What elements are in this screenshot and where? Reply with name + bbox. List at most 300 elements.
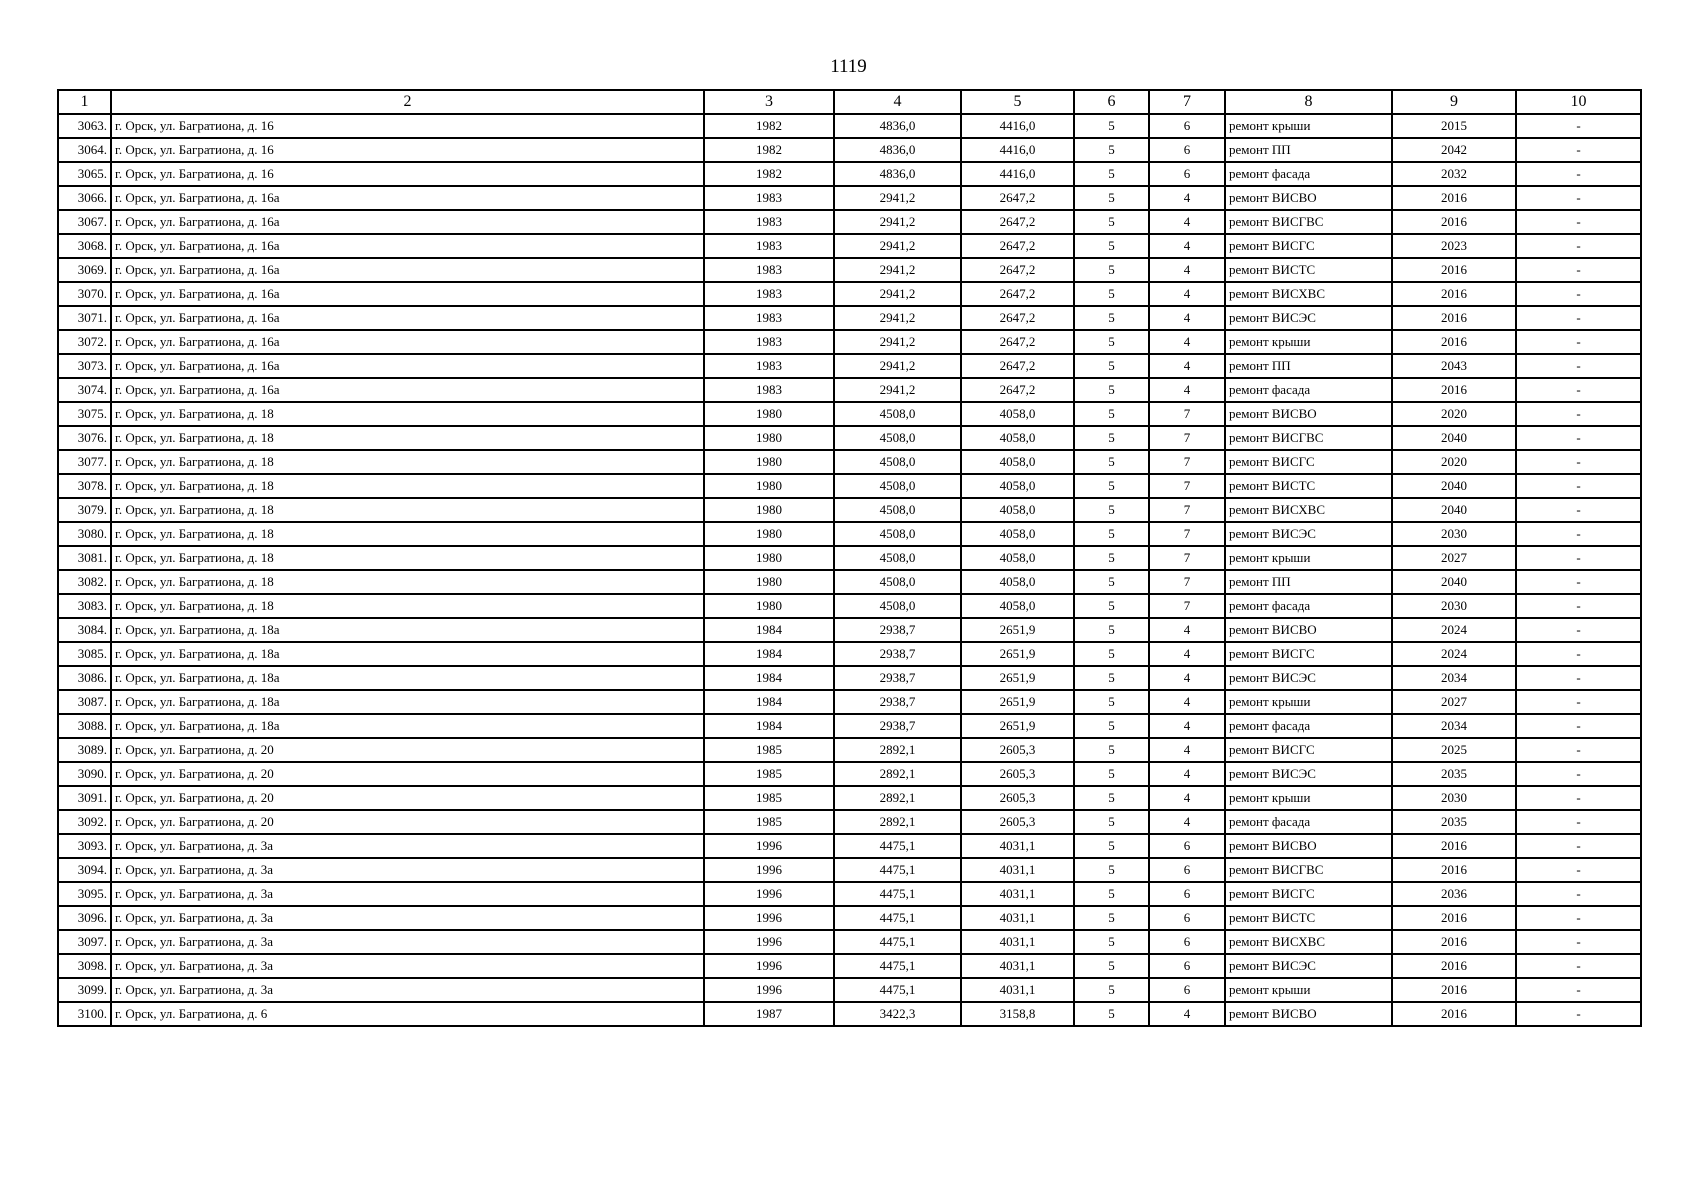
entrances-cell: 4	[1149, 330, 1225, 354]
note-cell: -	[1516, 474, 1641, 498]
year-built-cell: 1980	[704, 594, 834, 618]
address-cell: г. Орск, ул. Багратиона, д. 16а	[111, 354, 704, 378]
floors-cell: 5	[1074, 906, 1149, 930]
address-cell: г. Орск, ул. Багратиона, д. 16а	[111, 186, 704, 210]
row-number-cell: 3093.	[58, 834, 111, 858]
planned-year-cell: 2020	[1392, 450, 1516, 474]
floors-cell: 5	[1074, 138, 1149, 162]
entrances-cell: 4	[1149, 642, 1225, 666]
floors-cell: 5	[1074, 354, 1149, 378]
planned-year-cell: 2016	[1392, 906, 1516, 930]
note-cell: -	[1516, 618, 1641, 642]
floors-cell: 5	[1074, 666, 1149, 690]
table-row	[58, 1002, 1641, 1026]
floors-cell: 5	[1074, 930, 1149, 954]
entrances-cell: 7	[1149, 474, 1225, 498]
address-cell: г. Орск, ул. Багратиона, д. 16а	[111, 282, 704, 306]
living-area-cell: 3158,8	[961, 1002, 1074, 1026]
work-type-cell: ремонт крыши	[1225, 330, 1392, 354]
table-row	[58, 690, 1641, 714]
table-body	[58, 114, 1641, 1026]
note-cell: -	[1516, 930, 1641, 954]
table-row	[58, 402, 1641, 426]
planned-year-cell: 2034	[1392, 714, 1516, 738]
entrances-cell: 6	[1149, 162, 1225, 186]
planned-year-cell: 2040	[1392, 498, 1516, 522]
table-row	[58, 138, 1641, 162]
work-type-cell: ремонт ВИСГС	[1225, 450, 1392, 474]
address-cell: г. Орск, ул. Багратиона, д. 16а	[111, 258, 704, 282]
total-area-cell: 4508,0	[834, 450, 961, 474]
address-cell: г. Орск, ул. Багратиона, д. 18	[111, 402, 704, 426]
work-type-cell: ремонт ВИСГВС	[1225, 858, 1392, 882]
entrances-cell: 4	[1149, 738, 1225, 762]
total-area-cell: 4508,0	[834, 498, 961, 522]
year-built-cell: 1980	[704, 546, 834, 570]
table-row	[58, 522, 1641, 546]
address-cell: г. Орск, ул. Багратиона, д. 18	[111, 570, 704, 594]
total-area-cell: 2941,2	[834, 234, 961, 258]
planned-year-cell: 2042	[1392, 138, 1516, 162]
address-cell: г. Орск, ул. Багратиона, д. 20	[111, 762, 704, 786]
row-number-cell: 3072.	[58, 330, 111, 354]
note-cell: -	[1516, 762, 1641, 786]
note-cell: -	[1516, 522, 1641, 546]
table-row	[58, 498, 1641, 522]
note-cell: -	[1516, 786, 1641, 810]
address-cell: г. Орск, ул. Багратиона, д. 3а	[111, 954, 704, 978]
address-cell: г. Орск, ул. Багратиона, д. 18	[111, 522, 704, 546]
table-row	[58, 810, 1641, 834]
living-area-cell: 2647,2	[961, 354, 1074, 378]
note-cell: -	[1516, 258, 1641, 282]
year-built-cell: 1983	[704, 306, 834, 330]
address-cell: г. Орск, ул. Багратиона, д. 20	[111, 810, 704, 834]
address-cell: г. Орск, ул. Багратиона, д. 18а	[111, 690, 704, 714]
address-cell: г. Орск, ул. Багратиона, д. 16	[111, 114, 704, 138]
note-cell: -	[1516, 954, 1641, 978]
table-row	[58, 210, 1641, 234]
living-area-cell: 2647,2	[961, 258, 1074, 282]
entrances-cell: 6	[1149, 906, 1225, 930]
work-type-cell: ремонт ВИСГС	[1225, 234, 1392, 258]
work-type-cell: ремонт фасада	[1225, 378, 1392, 402]
table-row	[58, 906, 1641, 930]
work-type-cell: ремонт ВИСЭС	[1225, 522, 1392, 546]
row-number-cell: 3066.	[58, 186, 111, 210]
address-cell: г. Орск, ул. Багратиона, д. 18а	[111, 642, 704, 666]
floors-cell: 5	[1074, 282, 1149, 306]
entrances-cell: 4	[1149, 354, 1225, 378]
planned-year-cell: 2025	[1392, 738, 1516, 762]
living-area-cell: 4058,0	[961, 498, 1074, 522]
note-cell: -	[1516, 378, 1641, 402]
living-area-cell: 2647,2	[961, 234, 1074, 258]
entrances-cell: 4	[1149, 234, 1225, 258]
address-cell: г. Орск, ул. Багратиона, д. 16а	[111, 306, 704, 330]
planned-year-cell: 2016	[1392, 930, 1516, 954]
address-cell: г. Орск, ул. Багратиона, д. 18	[111, 450, 704, 474]
work-type-cell: ремонт крыши	[1225, 786, 1392, 810]
year-built-cell: 1996	[704, 882, 834, 906]
total-area-cell: 2938,7	[834, 690, 961, 714]
entrances-cell: 6	[1149, 858, 1225, 882]
total-area-cell: 4475,1	[834, 834, 961, 858]
address-cell: г. Орск, ул. Багратиона, д. 16а	[111, 378, 704, 402]
planned-year-cell: 2016	[1392, 834, 1516, 858]
column-header: 4	[834, 90, 961, 114]
note-cell: -	[1516, 642, 1641, 666]
year-built-cell: 1984	[704, 666, 834, 690]
floors-cell: 5	[1074, 426, 1149, 450]
living-area-cell: 2651,9	[961, 714, 1074, 738]
living-area-cell: 2651,9	[961, 642, 1074, 666]
work-type-cell: ремонт ВИСВО	[1225, 186, 1392, 210]
table-row	[58, 354, 1641, 378]
column-header: 2	[111, 90, 704, 114]
planned-year-cell: 2043	[1392, 354, 1516, 378]
floors-cell: 5	[1074, 642, 1149, 666]
total-area-cell: 2941,2	[834, 354, 961, 378]
living-area-cell: 4031,1	[961, 930, 1074, 954]
table-row	[58, 546, 1641, 570]
planned-year-cell: 2020	[1392, 402, 1516, 426]
table-row	[58, 474, 1641, 498]
work-type-cell: ремонт фасада	[1225, 810, 1392, 834]
table-row	[58, 882, 1641, 906]
note-cell: -	[1516, 978, 1641, 1002]
entrances-cell: 6	[1149, 114, 1225, 138]
floors-cell: 5	[1074, 858, 1149, 882]
living-area-cell: 4058,0	[961, 402, 1074, 426]
note-cell: -	[1516, 594, 1641, 618]
total-area-cell: 2892,1	[834, 786, 961, 810]
year-built-cell: 1982	[704, 138, 834, 162]
total-area-cell: 4508,0	[834, 570, 961, 594]
total-area-cell: 2941,2	[834, 378, 961, 402]
year-built-cell: 1996	[704, 834, 834, 858]
table-row	[58, 162, 1641, 186]
row-number-cell: 3064.	[58, 138, 111, 162]
year-built-cell: 1985	[704, 762, 834, 786]
work-type-cell: ремонт фасада	[1225, 594, 1392, 618]
table-row	[58, 786, 1641, 810]
entrances-cell: 4	[1149, 210, 1225, 234]
year-built-cell: 1980	[704, 474, 834, 498]
living-area-cell: 2651,9	[961, 618, 1074, 642]
floors-cell: 5	[1074, 450, 1149, 474]
work-type-cell: ремонт ВИСТС	[1225, 474, 1392, 498]
living-area-cell: 2647,2	[961, 330, 1074, 354]
living-area-cell: 4058,0	[961, 450, 1074, 474]
floors-cell: 5	[1074, 810, 1149, 834]
planned-year-cell: 2016	[1392, 378, 1516, 402]
table-row	[58, 594, 1641, 618]
row-number-cell: 3100.	[58, 1002, 111, 1026]
planned-year-cell: 2030	[1392, 786, 1516, 810]
note-cell: -	[1516, 426, 1641, 450]
floors-cell: 5	[1074, 882, 1149, 906]
row-number-cell: 3076.	[58, 426, 111, 450]
row-number-cell: 3075.	[58, 402, 111, 426]
note-cell: -	[1516, 1002, 1641, 1026]
row-number-cell: 3073.	[58, 354, 111, 378]
total-area-cell: 4475,1	[834, 978, 961, 1002]
table-row	[58, 978, 1641, 1002]
work-type-cell: ремонт ВИСЭС	[1225, 666, 1392, 690]
column-header: 9	[1392, 90, 1516, 114]
entrances-cell: 4	[1149, 690, 1225, 714]
entrances-cell: 7	[1149, 498, 1225, 522]
living-area-cell: 4058,0	[961, 474, 1074, 498]
year-built-cell: 1983	[704, 258, 834, 282]
table-row	[58, 954, 1641, 978]
address-cell: г. Орск, ул. Багратиона, д. 18	[111, 546, 704, 570]
entrances-cell: 4	[1149, 762, 1225, 786]
entrances-cell: 4	[1149, 186, 1225, 210]
floors-cell: 5	[1074, 954, 1149, 978]
planned-year-cell: 2034	[1392, 666, 1516, 690]
total-area-cell: 2941,2	[834, 330, 961, 354]
total-area-cell: 4508,0	[834, 402, 961, 426]
entrances-cell: 4	[1149, 306, 1225, 330]
floors-cell: 5	[1074, 306, 1149, 330]
address-cell: г. Орск, ул. Багратиона, д. 3а	[111, 978, 704, 1002]
table-row	[58, 738, 1641, 762]
entrances-cell: 7	[1149, 426, 1225, 450]
living-area-cell: 4031,1	[961, 978, 1074, 1002]
table-row	[58, 450, 1641, 474]
floors-cell: 5	[1074, 618, 1149, 642]
year-built-cell: 1996	[704, 978, 834, 1002]
planned-year-cell: 2016	[1392, 282, 1516, 306]
floors-cell: 5	[1074, 162, 1149, 186]
total-area-cell: 2938,7	[834, 642, 961, 666]
address-cell: г. Орск, ул. Багратиона, д. 6	[111, 1002, 704, 1026]
living-area-cell: 4031,1	[961, 954, 1074, 978]
living-area-cell: 2605,3	[961, 738, 1074, 762]
work-type-cell: ремонт ВИСЭС	[1225, 306, 1392, 330]
note-cell: -	[1516, 666, 1641, 690]
address-cell: г. Орск, ул. Багратиона, д. 16	[111, 138, 704, 162]
work-type-cell: ремонт ПП	[1225, 354, 1392, 378]
floors-cell: 5	[1074, 594, 1149, 618]
table-row	[58, 714, 1641, 738]
planned-year-cell: 2035	[1392, 762, 1516, 786]
address-cell: г. Орск, ул. Багратиона, д. 3а	[111, 930, 704, 954]
planned-year-cell: 2023	[1392, 234, 1516, 258]
planned-year-cell: 2016	[1392, 858, 1516, 882]
work-type-cell: ремонт ВИСГВС	[1225, 426, 1392, 450]
living-area-cell: 2605,3	[961, 786, 1074, 810]
living-area-cell: 2647,2	[961, 306, 1074, 330]
row-number-cell: 3084.	[58, 618, 111, 642]
entrances-cell: 7	[1149, 546, 1225, 570]
column-header: 3	[704, 90, 834, 114]
work-type-cell: ремонт ВИСГС	[1225, 642, 1392, 666]
living-area-cell: 2647,2	[961, 378, 1074, 402]
entrances-cell: 7	[1149, 594, 1225, 618]
planned-year-cell: 2027	[1392, 690, 1516, 714]
row-number-cell: 3090.	[58, 762, 111, 786]
year-built-cell: 1983	[704, 186, 834, 210]
column-header: 5	[961, 90, 1074, 114]
total-area-cell: 4836,0	[834, 162, 961, 186]
floors-cell: 5	[1074, 834, 1149, 858]
planned-year-cell: 2015	[1392, 114, 1516, 138]
year-built-cell: 1983	[704, 282, 834, 306]
living-area-cell: 2651,9	[961, 690, 1074, 714]
total-area-cell: 4508,0	[834, 594, 961, 618]
row-number-cell: 3083.	[58, 594, 111, 618]
table-row	[58, 186, 1641, 210]
entrances-cell: 6	[1149, 978, 1225, 1002]
row-number-cell: 3077.	[58, 450, 111, 474]
work-type-cell: ремонт ВИСЭС	[1225, 762, 1392, 786]
address-cell: г. Орск, ул. Багратиона, д. 18а	[111, 618, 704, 642]
planned-year-cell: 2030	[1392, 594, 1516, 618]
total-area-cell: 4508,0	[834, 474, 961, 498]
entrances-cell: 7	[1149, 450, 1225, 474]
floors-cell: 5	[1074, 330, 1149, 354]
header-row	[58, 90, 1641, 114]
row-number-cell: 3091.	[58, 786, 111, 810]
table-row	[58, 858, 1641, 882]
row-number-cell: 3063.	[58, 114, 111, 138]
work-type-cell: ремонт ВИСВО	[1225, 402, 1392, 426]
entrances-cell: 4	[1149, 786, 1225, 810]
row-number-cell: 3081.	[58, 546, 111, 570]
row-number-cell: 3096.	[58, 906, 111, 930]
address-cell: г. Орск, ул. Багратиона, д. 18а	[111, 714, 704, 738]
living-area-cell: 4031,1	[961, 882, 1074, 906]
total-area-cell: 2892,1	[834, 738, 961, 762]
living-area-cell: 2647,2	[961, 210, 1074, 234]
planned-year-cell: 2016	[1392, 306, 1516, 330]
planned-year-cell: 2027	[1392, 546, 1516, 570]
total-area-cell: 2941,2	[834, 210, 961, 234]
year-built-cell: 1980	[704, 426, 834, 450]
note-cell: -	[1516, 882, 1641, 906]
living-area-cell: 4031,1	[961, 834, 1074, 858]
column-header: 10	[1516, 90, 1641, 114]
total-area-cell: 4836,0	[834, 138, 961, 162]
note-cell: -	[1516, 282, 1641, 306]
row-number-cell: 3088.	[58, 714, 111, 738]
floors-cell: 5	[1074, 210, 1149, 234]
note-cell: -	[1516, 714, 1641, 738]
work-type-cell: ремонт ВИСГС	[1225, 882, 1392, 906]
floors-cell: 5	[1074, 186, 1149, 210]
row-number-cell: 3085.	[58, 642, 111, 666]
living-area-cell: 2647,2	[961, 282, 1074, 306]
work-type-cell: ремонт ВИСХВС	[1225, 282, 1392, 306]
note-cell: -	[1516, 306, 1641, 330]
note-cell: -	[1516, 738, 1641, 762]
note-cell: -	[1516, 138, 1641, 162]
total-area-cell: 2941,2	[834, 258, 961, 282]
note-cell: -	[1516, 354, 1641, 378]
address-cell: г. Орск, ул. Багратиона, д. 3а	[111, 858, 704, 882]
row-number-cell: 3069.	[58, 258, 111, 282]
planned-year-cell: 2040	[1392, 426, 1516, 450]
floors-cell: 5	[1074, 738, 1149, 762]
floors-cell: 5	[1074, 234, 1149, 258]
planned-year-cell: 2040	[1392, 570, 1516, 594]
planned-year-cell: 2016	[1392, 978, 1516, 1002]
floors-cell: 5	[1074, 258, 1149, 282]
row-number-cell: 3082.	[58, 570, 111, 594]
column-header: 7	[1149, 90, 1225, 114]
living-area-cell: 2605,3	[961, 762, 1074, 786]
work-type-cell: ремонт ПП	[1225, 138, 1392, 162]
row-number-cell: 3098.	[58, 954, 111, 978]
entrances-cell: 6	[1149, 882, 1225, 906]
living-area-cell: 4416,0	[961, 138, 1074, 162]
address-cell: г. Орск, ул. Багратиона, д. 3а	[111, 906, 704, 930]
page-number: 1119	[830, 56, 867, 77]
entrances-cell: 4	[1149, 258, 1225, 282]
row-number-cell: 3074.	[58, 378, 111, 402]
floors-cell: 5	[1074, 570, 1149, 594]
entrances-cell: 6	[1149, 834, 1225, 858]
floors-cell: 5	[1074, 402, 1149, 426]
total-area-cell: 4508,0	[834, 426, 961, 450]
note-cell: -	[1516, 498, 1641, 522]
table-row	[58, 762, 1641, 786]
year-built-cell: 1996	[704, 906, 834, 930]
planned-year-cell: 2016	[1392, 1002, 1516, 1026]
floors-cell: 5	[1074, 1002, 1149, 1026]
year-built-cell: 1987	[704, 1002, 834, 1026]
table-row	[58, 258, 1641, 282]
year-built-cell: 1984	[704, 690, 834, 714]
year-built-cell: 1996	[704, 858, 834, 882]
year-built-cell: 1982	[704, 162, 834, 186]
note-cell: -	[1516, 570, 1641, 594]
living-area-cell: 4416,0	[961, 162, 1074, 186]
floors-cell: 5	[1074, 546, 1149, 570]
planned-year-cell: 2016	[1392, 954, 1516, 978]
living-area-cell: 4058,0	[961, 570, 1074, 594]
living-area-cell: 4031,1	[961, 858, 1074, 882]
floors-cell: 5	[1074, 378, 1149, 402]
work-type-cell: ремонт ВИСХВС	[1225, 498, 1392, 522]
total-area-cell: 4836,0	[834, 114, 961, 138]
row-number-cell: 3080.	[58, 522, 111, 546]
floors-cell: 5	[1074, 522, 1149, 546]
total-area-cell: 4475,1	[834, 930, 961, 954]
planned-year-cell: 2024	[1392, 618, 1516, 642]
table-row	[58, 930, 1641, 954]
floors-cell: 5	[1074, 762, 1149, 786]
row-number-cell: 3094.	[58, 858, 111, 882]
total-area-cell: 2938,7	[834, 666, 961, 690]
address-cell: г. Орск, ул. Багратиона, д. 16а	[111, 234, 704, 258]
year-built-cell: 1996	[704, 930, 834, 954]
planned-year-cell: 2016	[1392, 258, 1516, 282]
year-built-cell: 1980	[704, 570, 834, 594]
total-area-cell: 4475,1	[834, 954, 961, 978]
total-area-cell: 4475,1	[834, 858, 961, 882]
work-type-cell: ремонт ВИСГВС	[1225, 210, 1392, 234]
repair-registry-table	[57, 89, 1642, 1027]
column-header: 8	[1225, 90, 1392, 114]
row-number-cell: 3092.	[58, 810, 111, 834]
total-area-cell: 2941,2	[834, 186, 961, 210]
table-row	[58, 306, 1641, 330]
address-cell: г. Орск, ул. Багратиона, д. 18	[111, 426, 704, 450]
